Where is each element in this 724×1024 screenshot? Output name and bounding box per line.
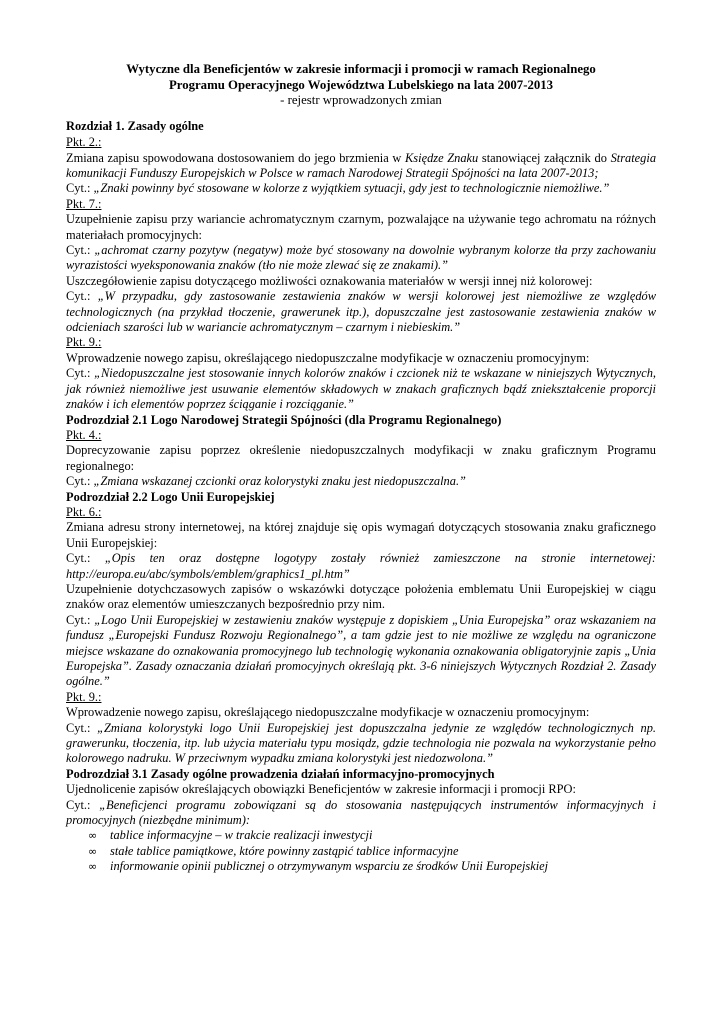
pkt-label-r22-6: Pkt. 6.: [66, 504, 102, 519]
change-description: Uszczegółowienie zapisu dotyczącego możliwości oznakowania materiałów w wersji innej niż kolorowej: [66, 273, 593, 288]
citation [66, 798, 656, 829]
section-heading-r1: Rozdział 1. Zasady ogólne [66, 118, 204, 133]
list-item [88, 828, 656, 843]
change-description: Doprecyzowanie zapisu poprzez określenie niedopuszczalnych modyfikacji w znaku graficznym Programu regionalnego: [66, 443, 656, 473]
citation-text: „Niedopuszczalne jest stosowanie innych kolorów znaków i czcionek niż te wskazane w niniejszych Wytycznych, jak również niemożliwe jest usuwanie elementów składowych w znakach graficznych bądź zniekształcenie proporcji znaków i ich elementów poprzez ściąganie i rozciąganie.” [66, 366, 656, 412]
change-description: Ujednolicenie zapisów określających obowiązki Beneficjentów w zakresie informacji i promocji RPO: [66, 782, 576, 797]
infinity-bullet-icon: ∞ [88, 860, 98, 874]
citation-label: Cyt.: [66, 720, 98, 735]
desc-text: Zmiana zapisu spowodowana dostosowaniem do jego brzmienia w [66, 150, 406, 165]
title-line-1: Wytyczne dla Beneficjentów w zakresie informacji i promocji w ramach Regionalnego [126, 62, 596, 76]
list-item-text: tablice informacyjne – w trakcie realizacji inwestycji [110, 828, 373, 843]
citation-label: Cyt.: [66, 474, 94, 489]
citation [66, 289, 656, 335]
change-description: Wprowadzenie nowego zapisu, określającego niedopuszczalne modyfikacje w oznaczeniu promocyjnym: [66, 705, 590, 720]
citation-text: „W przypadku, gdy zastosowanie zestawienia znaków w wersji kolorowej jest niemożliwe ze względów technologicznych (na przykład tłoczenie, grawerunek itp.), dopuszczalne jest zastosowanie zestawienia znaków w odcieniach szarości lub w wariancie achromatycznym – czarnym i niebieskim.” [66, 289, 657, 335]
change-description: Uzupełnienie dotychczasowych zapisów o wskazówki dotyczące położenia emblematu Unii Europejskiej w ciągu znaków oraz elementów umieszczanych bezpośrednio przy nim. [66, 581, 656, 612]
section-heading-r22: Podrozdział 2.2 Logo Unii Europejskiej [66, 489, 275, 504]
list-item [88, 844, 656, 859]
citation [66, 243, 656, 274]
change-description [66, 151, 656, 182]
citation-text: „Zmiana wskazanej czcionki oraz kolorystyki znaku jest niedopuszczalna.” [93, 474, 466, 489]
pkt-label-r22-9: Pkt. 9.: [66, 689, 102, 704]
list-item-text: stałe tablice pamiątkowe, które powinny zastąpić tablice informacyjne [110, 843, 459, 858]
citation [66, 181, 656, 196]
document-subtitle: - rejestr wprowadzonych zmian [280, 93, 442, 108]
citation [66, 613, 656, 690]
change-description: Zmiana adresu strony internetowej, na której znajduje się opis wymagań dotyczących stosowania znaku graficznego Unii Europejskiej: [66, 520, 656, 550]
citation-label: Cyt.: [66, 243, 95, 258]
citation-label: Cyt.: [66, 366, 95, 381]
pkt-label-r1-9: Pkt. 9.: [66, 335, 102, 350]
section-heading-r21: Podrozdział 2.1 Logo Narodowej Strategii Spójności (dla Programu Regionalnego) [66, 412, 502, 427]
citation-label: Cyt.: [66, 612, 95, 627]
change-description: Uzupełnienie zapisu przy wariancie achromatycznym czarnym, pozwalające na używanie tego achromatu na różnych materiałach promocyjnych: [66, 212, 656, 242]
citation [66, 551, 656, 582]
desc-text: stanowiącej załącznik do [478, 150, 611, 165]
citation-label: Cyt.: [66, 797, 100, 812]
change-description: Wprowadzenie nowego zapisu, określającego niedopuszczalne modyfikacje w oznaczeniu promocyjnym: [66, 350, 590, 365]
infinity-bullet-icon: ∞ [88, 844, 98, 858]
document-title [66, 62, 656, 93]
pkt-label-r1-2: Pkt. 2.: [66, 135, 102, 150]
citation-text: „Beneficjenci programu zobowiązani są do stosowania następujących instrumentów informacyjnych i promocyjnych (niezbędne minimum): [66, 797, 656, 828]
citation-label: Cyt.: [66, 289, 98, 304]
citation-text: „Zmiana kolorystyki logo Unii Europejskiej jest dopuszczalna jedynie ze względów technologicznych np. grawerunku, tłoczenia, itp. lub użycia materiału typu mosiądz, gdzie technologia nie pozwala na wykorzystanie pełno kolorowego nadruku. W przeciwnym wypadku zmiana kolorystyki jest niedozwolona.” [66, 720, 656, 766]
citation-text: „Znaki powinny być stosowane w kolorze z wyjątkiem sytuacji, gdy jest to technologicznie niemożliwe.” [93, 181, 610, 196]
citation-text: „Logo Unii Europejskiej w zestawieniu znaków występuje z dopiskiem „Unia Europejska” oraz wskazaniem na fundusz „Europejski Fundusz Rozwoju Regionalnego”, a tam gdzie jest to nie możliwe ze względu na ograniczone miejsce wskazane do oznakowania promocyjnego lub technologię wykonania oznakowania obligatoryjnie zapis „Unia Europejska”. Zasady oznaczania działań promocyjnych określają pkt. 3-6 niniejszych Wytycznych Rozdział 2. Zasady ogólne.” [66, 612, 657, 689]
citation [66, 366, 656, 412]
document-page [66, 62, 656, 875]
infinity-bullet-icon: ∞ [88, 829, 98, 843]
title-line-2: Programu Operacyjnego Województwa Lubelskiego na lata 2007-2013 [168, 77, 554, 92]
citation [66, 721, 656, 767]
desc-italic-text: Księdze Znaku [405, 150, 479, 165]
desc-italic-text: Strategia komunikacji Funduszy Europejskich w Polsce w ramach Narodowej Strategii Spójności na lata 2007-2013; [66, 150, 657, 180]
instrument-list [66, 828, 656, 874]
list-item [88, 859, 656, 874]
citation-text: „Opis ten oraz dostępne logotypy zostały również zamieszczone na stronie internetowej: http://europa.eu/abc/symbols/emblem/graphics1_pl.htm” [66, 551, 656, 581]
section-heading-r31: Podrozdział 3.1 Zasady ogólne prowadzenia działań informacyjno-promocyjnych [66, 766, 495, 781]
citation-text: „achromat czarny pozytyw (negatyw) może być stosowany na dowolnie wybranym kolorze tła przy zachowaniu wyrazistości wyeksponowania znaków (tło nie może zlewać się ze znakami).” [66, 243, 656, 273]
citation-label: Cyt.: [66, 181, 94, 196]
citation [66, 474, 656, 489]
list-item-text: informowanie opinii publicznej o otrzymywanym wsparciu ze środków Unii Europejskiej [110, 859, 549, 874]
pkt-label-r1-7: Pkt. 7.: [66, 196, 102, 211]
citation-label: Cyt.: [66, 551, 105, 566]
pkt-label-r21-4: Pkt. 4.: [66, 427, 102, 442]
